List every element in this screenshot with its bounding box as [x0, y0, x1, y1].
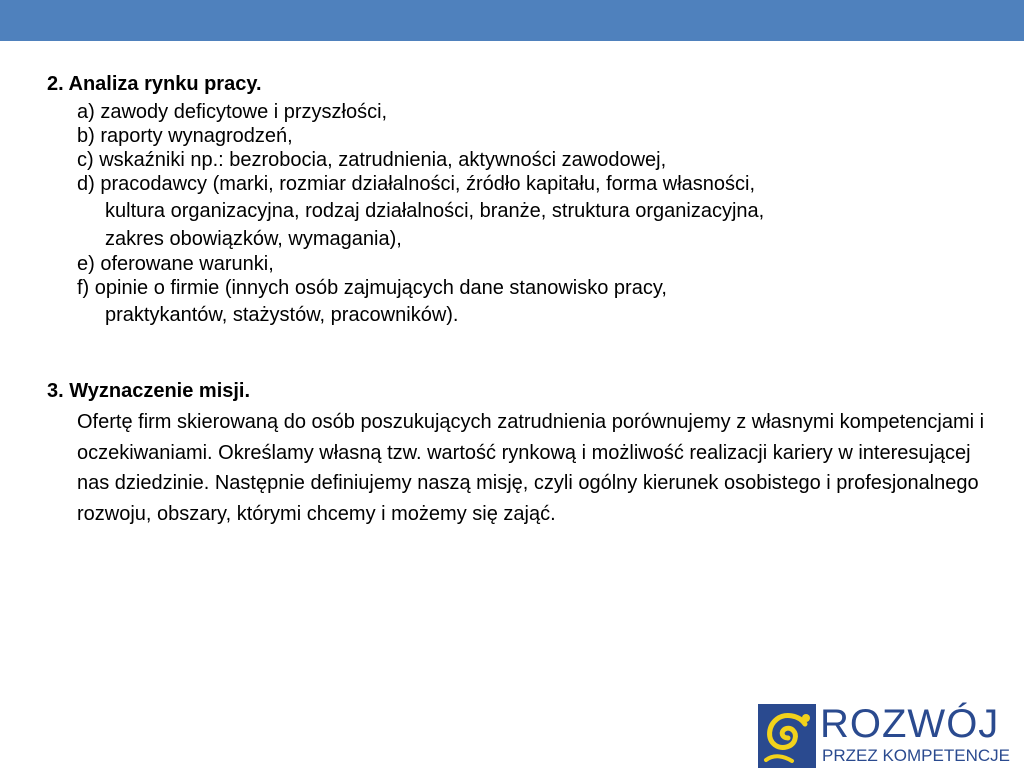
rozwoj-logo — [758, 704, 1024, 768]
list-item-e — [77, 252, 997, 276]
section-3-paragraph: Ofertę firm skierowaną do osób poszukujących zatrudnienia porównujemy z własnymi kompetencjami i oczekiwaniami. Określamy własną tzw. wartość rynkową i możliwość realizacji kariery w interesującej nas dziedzinie. Następnie definiujemy naszą misję, czyli ogólny kierunek osobistego i profesjonalnego rozwoju, obszary, którymi chcemy i możemy się zająć. — [77, 411, 985, 525]
list-item-continuation: praktykantów, stażystów, pracowników). — [105, 304, 459, 326]
list-item-text: a) zawody deficytowe i przyszłości, — [77, 101, 388, 123]
section-3-heading: 3. Wyznaczenie misji. — [47, 380, 251, 402]
list-item-text: d) pracodawcy (marki, rozmiar działalności, źródło kapitału, forma własności, — [77, 173, 756, 195]
slide-content — [47, 72, 997, 529]
list-item-continuation: kultura organizacyjna, rodzaj działalności, branże, struktura organizacyjna, — [105, 200, 765, 222]
logo-spiral-icon — [758, 704, 816, 768]
list-item-continuation: zakres obowiązków, wymagania), — [105, 228, 402, 250]
list-item-text: c) wskaźniki np.: bezrobocia, zatrudnienia, aktywności zawodowej, — [77, 149, 667, 171]
list-item-text: f) opinie o firmie (innych osób zajmujących dane stanowisko pracy, — [77, 277, 667, 299]
section-gap — [47, 330, 997, 379]
logo-subtitle: PRZEZ KOMPETENCJE — [822, 746, 1010, 765]
list-item-d — [77, 172, 997, 252]
list-item-text: e) oferowane warunki, — [77, 253, 274, 275]
section-2-list — [77, 100, 997, 330]
section-2-heading: 2. Analiza rynku pracy. — [47, 73, 262, 95]
list-item-b — [77, 124, 997, 148]
list-item-text: b) raporty wynagrodzeń, — [77, 125, 293, 147]
logo-title: ROZWÓJ — [820, 702, 1000, 746]
list-item-c — [77, 148, 997, 172]
list-item-a — [77, 100, 997, 124]
list-item-f — [77, 276, 997, 330]
top-bar — [0, 0, 1024, 41]
